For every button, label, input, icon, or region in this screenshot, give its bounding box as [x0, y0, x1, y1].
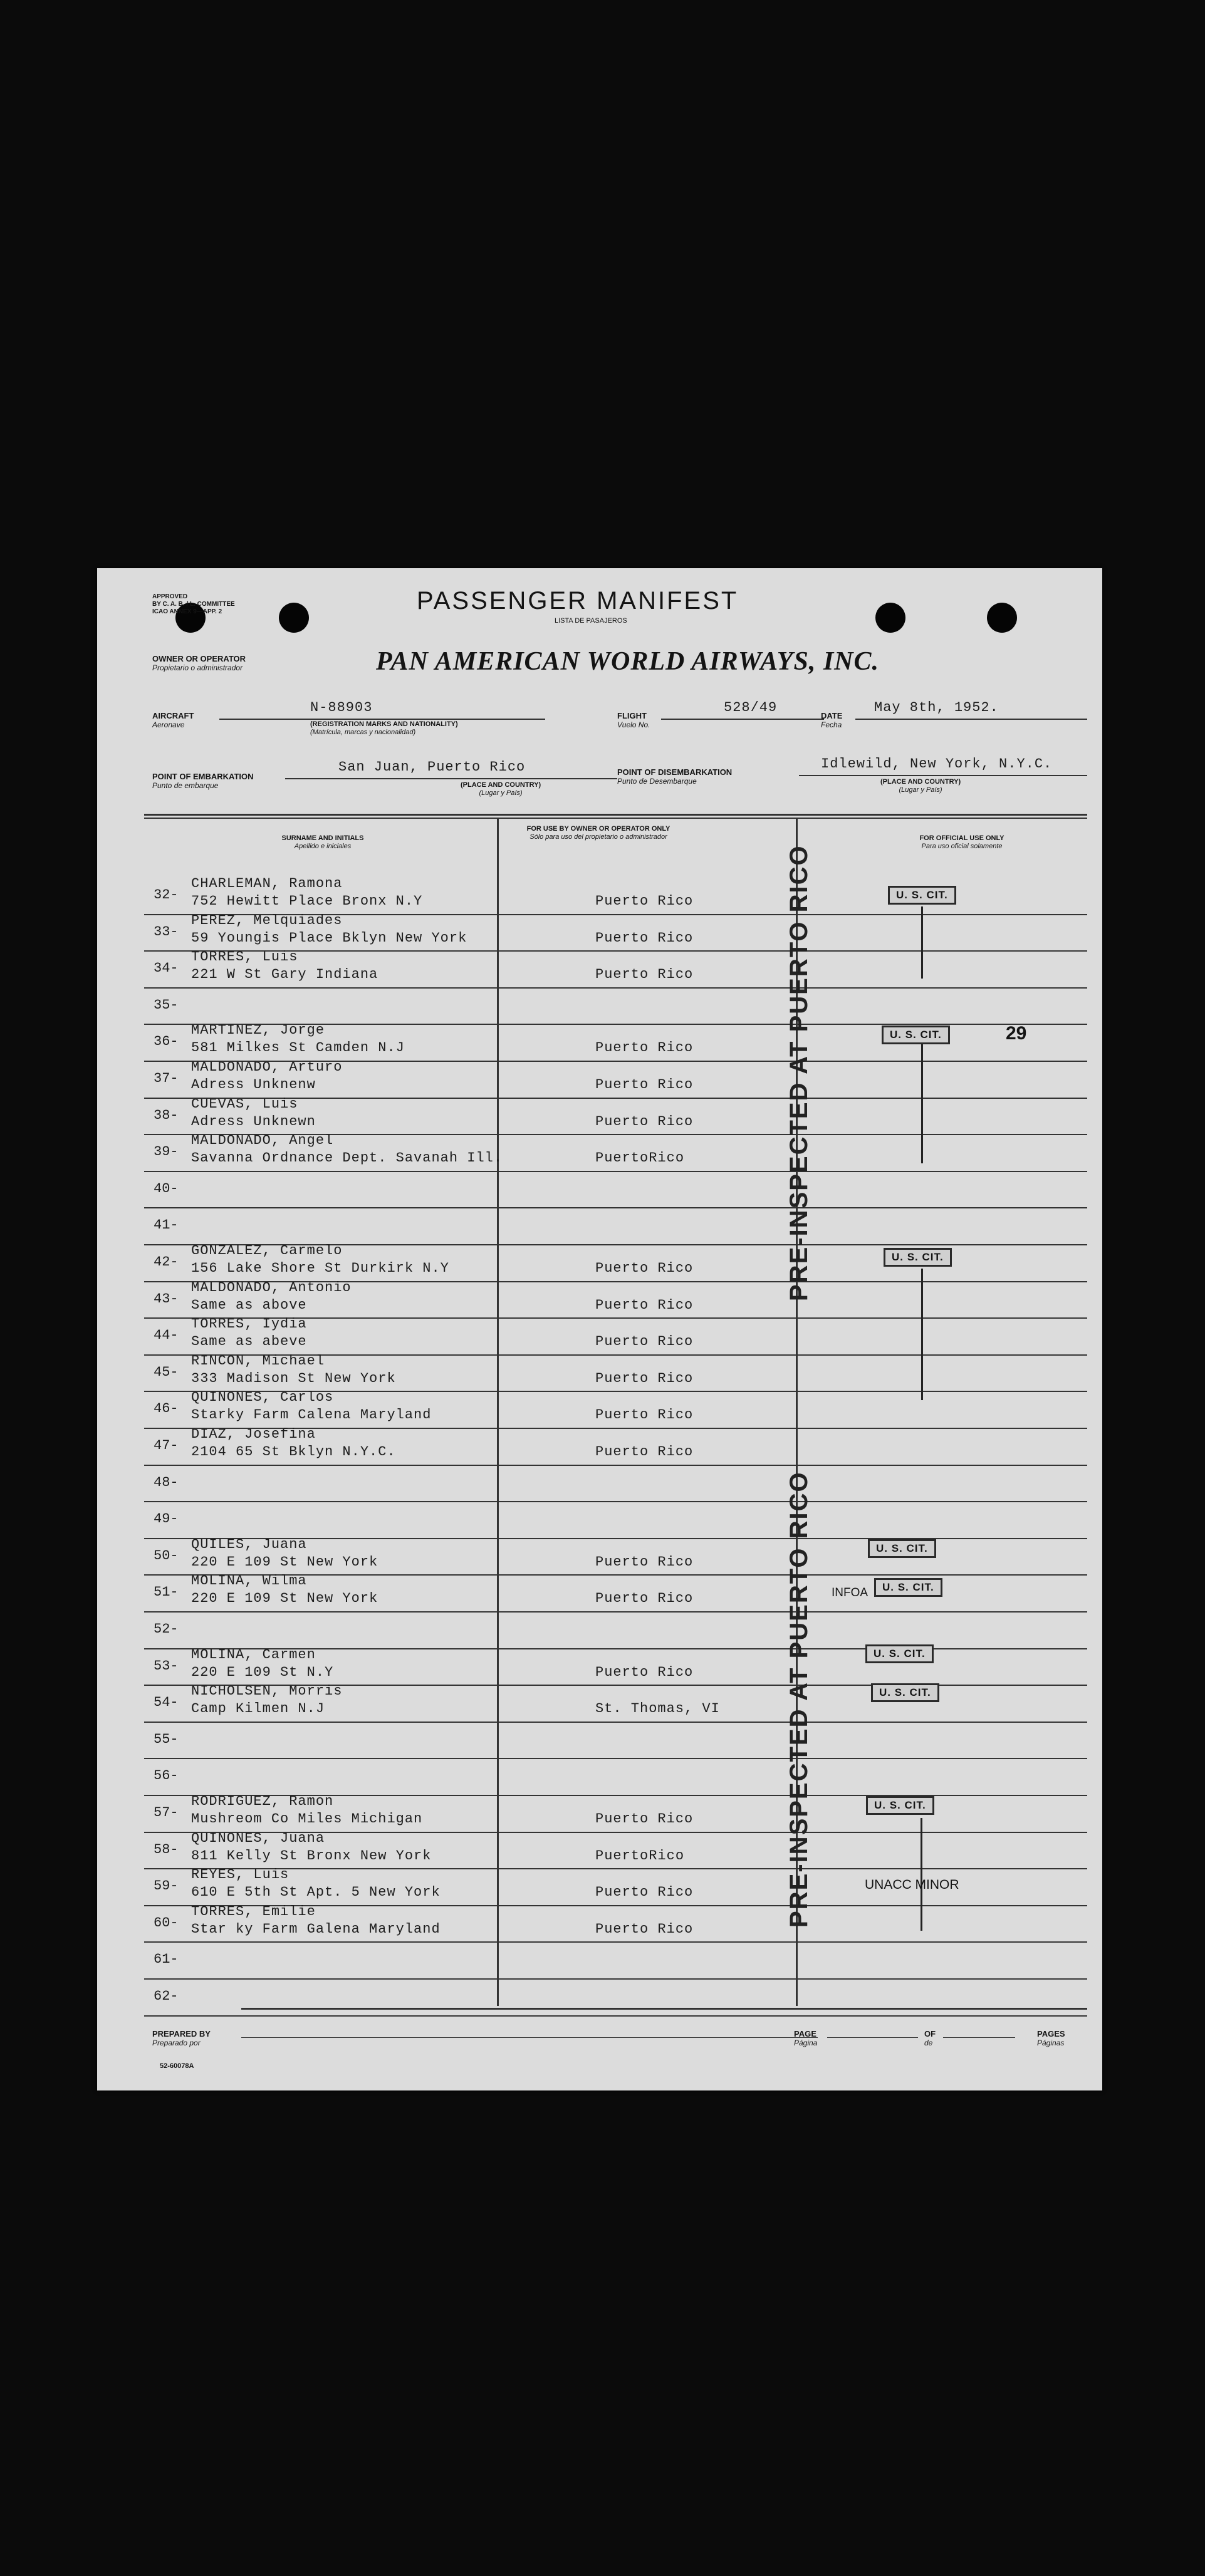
us-citizen-stamp: U. S. CIT.	[888, 886, 956, 905]
approval-note: APPROVED BY C. A. B. / L. COMMITTEE ICAO ANNEX 9—APP. 2	[152, 593, 235, 615]
table-row	[97, 1022, 1102, 1062]
unaccompanied-minor-note: UNACC MINOR	[865, 1877, 959, 1892]
passenger-address: 59 Youngis Place Bklyn New York	[191, 930, 467, 946]
passenger-origin: Puerto Rico	[595, 967, 694, 983]
row-number: 42-	[154, 1254, 179, 1270]
row-number: 58-	[154, 1841, 179, 1857]
pages-label: PAGES Páginas	[1037, 2029, 1065, 2047]
column-header-official: FOR OFFICIAL USE ONLY Para uso oficial solamente	[919, 834, 1004, 850]
passenger-address: Same as above	[191, 1297, 307, 1313]
passenger-address: 2104 65 St Bklyn N.Y.C.	[191, 1444, 396, 1460]
passenger-name: TORRES, Luis	[191, 949, 298, 965]
passenger-origin: Puerto Rico	[595, 930, 694, 946]
prepared-by-label: PREPARED BY Preparado por	[152, 2029, 211, 2047]
disembark-caption: (PLACE AND COUNTRY) (Lugar y País)	[880, 778, 961, 794]
page-subtitle: LISTA DE PASAJEROS	[555, 617, 627, 625]
table-row	[97, 1059, 1102, 1099]
row-number: 49-	[154, 1511, 179, 1527]
passenger-name: RODRIGUEZ, Ramon	[191, 1794, 334, 1809]
table-row	[97, 1389, 1102, 1429]
embark-label: POINT OF EMBARKATION Punto de embarque	[152, 772, 254, 790]
us-citizen-stamp: U. S. CIT.	[882, 1026, 950, 1044]
passenger-address: 220 E 109 St New York	[191, 1591, 378, 1607]
passenger-origin: Puerto Rico	[595, 1297, 694, 1313]
passenger-address: 811 Kelly St Bronx New York	[191, 1847, 432, 1864]
passenger-name: MALDONADO, Arturo	[191, 1059, 343, 1075]
passenger-name: TORRES, Iydia	[191, 1316, 307, 1332]
row-number: 56-	[154, 1768, 179, 1784]
table-row	[97, 1096, 1102, 1136]
passenger-address: 156 Lake Shore St Durkirk N.Y	[191, 1260, 449, 1276]
column-header-name: SURNAME AND INITIALS Apellido e iniciales	[281, 834, 364, 850]
table-row	[97, 1208, 1102, 1245]
row-number: 51-	[154, 1584, 179, 1601]
airline-name: PAN AMERICAN WORLD AIRWAYS, INC.	[376, 647, 880, 676]
column-header-operator: FOR USE BY OWNER OR OPERATOR ONLY Sólo para uso del propietario o administrador	[526, 825, 670, 841]
owner-label: OWNER OR OPERATOR Propietario o administrador	[152, 654, 246, 672]
passenger-origin: St. Thomas, VI	[595, 1701, 720, 1717]
row-number: 39-	[154, 1144, 179, 1160]
us-citizen-stamp: U. S. CIT.	[868, 1539, 936, 1558]
passenger-origin: Puerto Rico	[595, 1077, 694, 1093]
passenger-origin: PuertoRico	[595, 1847, 685, 1864]
table-row	[97, 1980, 1102, 2017]
row-number: 33-	[154, 923, 179, 940]
passenger-name: NICHOLSEN, Morris	[191, 1683, 343, 1700]
pre-inspected-stamp: PRE-INSPECTED AT PUERTO RICO	[785, 1471, 813, 1928]
row-number: 46-	[154, 1401, 179, 1417]
aircraft-label: AIRCRAFT Aeronave	[152, 711, 194, 729]
table-row	[97, 1830, 1102, 1870]
passenger-origin: Puerto Rico	[595, 1554, 694, 1570]
embark-caption: (PLACE AND COUNTRY) (Lugar y País)	[461, 781, 541, 797]
row-number: 48-	[154, 1474, 179, 1490]
passenger-origin: Puerto Rico	[595, 1040, 694, 1056]
disembark-value: Idlewild, New York, N.Y.C.	[821, 756, 1053, 772]
table-row	[97, 1646, 1102, 1686]
row-number: 52-	[154, 1621, 179, 1637]
passenger-name: MOLINA, Carmen	[191, 1646, 316, 1663]
passenger-address: Starky Farm Calena Maryland	[191, 1407, 432, 1423]
table-row	[97, 1316, 1102, 1356]
aircraft-value: N-88903	[310, 700, 373, 715]
table-row	[97, 1279, 1102, 1319]
row-number: 47-	[154, 1438, 179, 1453]
row-number: 38-	[154, 1107, 179, 1123]
passenger-address: Savanna Ordnance Dept. Savanah Ill.	[191, 1150, 503, 1166]
table-row	[97, 1796, 1102, 1833]
us-citizen-stamp: U. S. CIT.	[871, 1683, 939, 1702]
table-row	[97, 1135, 1102, 1172]
passenger-address: 220 E 109 St New York	[191, 1554, 378, 1570]
punch-hole-icon	[279, 603, 309, 633]
page-label: PAGE Página	[794, 2029, 818, 2047]
passenger-name: RINCON, Michael	[191, 1353, 325, 1369]
passenger-name: MALDONADO, Angel	[191, 1133, 334, 1149]
row-number: 60-	[154, 1914, 179, 1931]
row-number: 37-	[154, 1071, 179, 1086]
flight-label: FLIGHT Vuelo No.	[617, 711, 650, 729]
passenger-name: QUILES, Juana	[191, 1536, 307, 1552]
us-citizen-stamp: U. S. CIT.	[866, 1796, 934, 1815]
passenger-name: CHARLEMAN, Ramona	[191, 876, 343, 891]
row-number: 62-	[154, 1988, 179, 2004]
passenger-address: 610 E 5th St Apt. 5 New York	[191, 1884, 441, 1901]
passenger-origin: Puerto Rico	[595, 1113, 694, 1130]
passenger-name: GONZALEZ, Carmelo	[191, 1243, 343, 1259]
embark-value: San Juan, Puerto Rico	[338, 759, 526, 775]
row-number: 41-	[154, 1217, 179, 1233]
row-number: 50-	[154, 1547, 179, 1564]
punch-hole-icon	[875, 603, 905, 633]
us-citizen-stamp: U. S. CIT.	[884, 1248, 952, 1267]
row-number: 32-	[154, 887, 179, 903]
passenger-origin: Puerto Rico	[595, 1444, 694, 1460]
row-number: 53-	[154, 1658, 179, 1674]
table-row	[97, 1723, 1102, 1760]
passenger-origin: Puerto Rico	[595, 1334, 694, 1350]
passenger-name: PEREZ, Melquiades	[191, 912, 343, 928]
passenger-address: 221 W St Gary Indiana	[191, 967, 378, 983]
passenger-origin: Puerto Rico	[595, 1811, 694, 1827]
date-value: May 8th, 1952.	[874, 700, 999, 715]
passenger-address: 220 E 109 St N.Y	[191, 1664, 334, 1680]
table-row	[97, 1466, 1102, 1503]
passenger-name: QUINONES, Carlos	[191, 1389, 334, 1406]
passenger-origin: Puerto Rico	[595, 1370, 694, 1386]
table-row	[97, 949, 1102, 989]
row-number: 35-	[154, 997, 179, 1013]
aircraft-caption: (REGISTRATION MARKS AND NATIONALITY) (Matrícula, marcas y nacionalidad)	[310, 720, 458, 736]
passenger-address: Camp Kilmen N.J	[191, 1701, 325, 1717]
row-number: 43-	[154, 1291, 179, 1307]
passenger-address: Mushreom Co Miles Michigan	[191, 1811, 423, 1827]
passenger-origin: Puerto Rico	[595, 1591, 694, 1607]
row-number: 40-	[154, 1180, 179, 1197]
table-row	[97, 989, 1102, 1026]
passenger-name: REYES, Luis	[191, 1867, 290, 1883]
passenger-origin: Puerto Rico	[595, 893, 694, 909]
row-number: 45-	[154, 1364, 179, 1380]
table-row	[97, 1426, 1102, 1466]
passenger-name: MARTINEZ, Jorge	[191, 1022, 325, 1039]
passenger-name: CUEVAS, Luis	[191, 1096, 298, 1112]
passenger-address: 752 Hewitt Place Bronx N.Y	[191, 893, 423, 909]
punch-hole-icon	[987, 603, 1017, 633]
passenger-name: TORRES, Emilie	[191, 1903, 316, 1919]
passenger-name: QUINONES, Juana	[191, 1830, 325, 1846]
table-row	[97, 1536, 1102, 1576]
passenger-address: Same as abeve	[191, 1334, 307, 1350]
passenger-address: Adress Unknewn	[191, 1113, 316, 1130]
table-row	[97, 1502, 1102, 1539]
table-row	[97, 1573, 1102, 1613]
row-number: 34-	[154, 960, 179, 977]
table-row	[97, 1613, 1102, 1649]
passenger-count: 29	[1006, 1023, 1027, 1044]
row-number: 57-	[154, 1805, 179, 1820]
passenger-address: 581 Milkes St Camden N.J	[191, 1040, 405, 1056]
table-row	[97, 1353, 1102, 1393]
us-citizen-stamp: U. S. CIT.	[874, 1578, 942, 1597]
passenger-origin: Puerto Rico	[595, 1407, 694, 1423]
passenger-name: MOLINA, Wilma	[191, 1573, 307, 1589]
table-row	[97, 1903, 1102, 1943]
row-number: 54-	[154, 1695, 179, 1711]
form-number: 52-60078A	[160, 2062, 194, 2070]
passenger-address: Adress Unknenw	[191, 1077, 316, 1093]
flight-value: 528/49	[724, 700, 778, 715]
row-number: 36-	[154, 1034, 179, 1050]
infoa-note: INFOA	[832, 1586, 869, 1599]
table-row	[97, 1759, 1102, 1796]
row-number: 55-	[154, 1731, 179, 1747]
passenger-address: 333 Madison St New York	[191, 1370, 396, 1386]
passenger-name: MALDONADO, Antonio	[191, 1279, 352, 1296]
page-title: PASSENGER MANIFEST	[417, 587, 739, 615]
table-row	[97, 1683, 1102, 1723]
passenger-origin: Puerto Rico	[595, 1921, 694, 1937]
row-number: 59-	[154, 1878, 179, 1894]
passenger-address: Star ky Farm Galena Maryland	[191, 1921, 441, 1937]
table-row	[97, 1172, 1102, 1209]
row-number: 61-	[154, 1951, 179, 1968]
passenger-origin: Puerto Rico	[595, 1884, 694, 1901]
date-label: DATE Fecha	[821, 711, 843, 729]
table-row	[97, 1943, 1102, 1980]
table-row	[97, 912, 1102, 952]
pre-inspected-stamp: PRE-INSPECTED AT PUERTO RICO	[785, 844, 813, 1301]
of-label: OF de	[924, 2029, 936, 2047]
manifest-sheet	[97, 568, 1102, 2090]
passenger-name: DIAZ, Josefina	[191, 1426, 316, 1442]
passenger-origin: PuertoRico	[595, 1150, 685, 1166]
disembark-label: POINT OF DISEMBARKATION Punto de Desembarque	[617, 767, 733, 786]
passenger-origin: Puerto Rico	[595, 1664, 694, 1680]
passenger-origin: Puerto Rico	[595, 1260, 694, 1276]
row-number: 44-	[154, 1327, 179, 1344]
us-citizen-stamp: U. S. CIT.	[865, 1644, 934, 1663]
